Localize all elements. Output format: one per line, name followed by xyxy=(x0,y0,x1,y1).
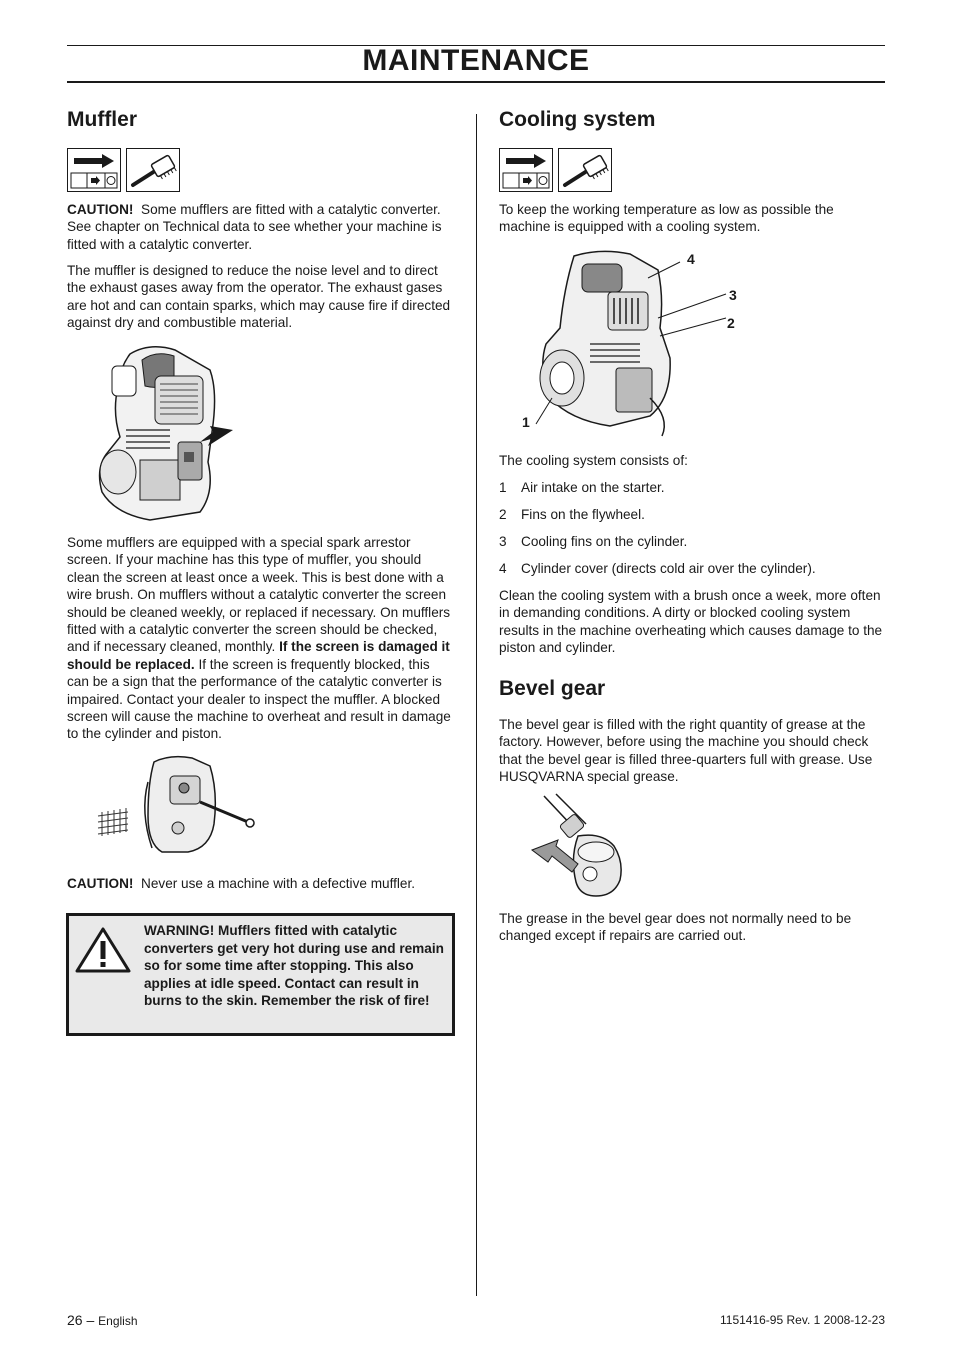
screen-blocked-text: If the screen is frequently blocked, this can be a sign that the performance of the catalytic converter is impaired. Contact your dealer to inspect the muffler. A blocked screen will cause the machine to overheat and result in damage to the cylinder and piston. xyxy=(67,656,451,742)
cooling-consists: The cooling system consists of: xyxy=(499,453,688,468)
warning-text: WARNING! Mufflers fitted with catalytic converters get very hot during use and remain so for some time after stopping. This also applies at idle speed. Contact can result in burns to the skin. Remember the risk of fire! xyxy=(144,923,444,1009)
engine-off-icon xyxy=(67,148,121,192)
muffler-caution-1 xyxy=(67,201,455,253)
list-item-text: Air intake on the starter. xyxy=(521,480,665,495)
callout-4: 4 xyxy=(687,251,695,267)
list-item-text: Fins on the flywheel. xyxy=(521,507,645,522)
callout-1: 1 xyxy=(522,414,530,430)
caution-label: CAUTION! xyxy=(67,202,134,217)
warning-triangle-icon xyxy=(73,925,133,975)
muffler-paragraph-2 xyxy=(67,534,455,743)
engine-off-icon xyxy=(499,148,553,192)
header-bottom-rule xyxy=(67,81,885,83)
bevel-paragraph-1: The bevel gear is filled with the right quantity of grease at the factory. However, before using the machine you should check that the bevel gear is filled three-quarters full with grease. Use HUSQVARNA special grease. xyxy=(499,717,873,785)
column-divider xyxy=(476,114,477,1296)
page-title: MAINTENANCE xyxy=(362,44,590,77)
callout-3: 3 xyxy=(729,287,737,303)
footer-language: English xyxy=(98,1314,138,1328)
caution-text: Never use a machine with a defective muffler. xyxy=(141,876,416,891)
list-item-number: 3 xyxy=(499,534,507,549)
brush-icon xyxy=(558,148,612,192)
bevel-paragraph-2: The grease in the bevel gear does not normally need to be changed except if repairs are carried out. xyxy=(499,911,852,944)
spark-arrestor-text: Some mufflers are equipped with a special spark arrestor screen. If your machine has this type of muffler, you should clean the screen at least once a week. This is best done with a wire brush. On mufflers without a catalytic converter the screen should be cleaned weekly, or replaced if necessary. On mufflers fitted with a catalytic converter the screen should be checked, and if necessary cleaned, monthly. xyxy=(67,535,451,655)
cooling-system-illustration xyxy=(530,248,740,438)
muffler-caution-2 xyxy=(67,875,455,892)
caution-text: Some mufflers are fitted with a catalytic converter. See chapter on Technical data to see whether your machine is fitted with a catalytic converter. xyxy=(67,202,442,252)
engine-muffler-illustration xyxy=(90,342,240,524)
bevel-heading: Bevel gear xyxy=(499,677,606,700)
caution-label: CAUTION! xyxy=(67,876,134,891)
list-item-number: 2 xyxy=(499,507,507,522)
bevel-gear-illustration xyxy=(526,792,630,898)
footer-page xyxy=(67,1312,138,1328)
cooling-heading: Cooling system xyxy=(499,108,656,131)
footer-doc-ref: 1151416-95 Rev. 1 2008-12-23 xyxy=(719,1313,885,1327)
screen-damaged-text: If the screen is damaged it should be replaced. xyxy=(67,639,450,672)
list-item-number: 4 xyxy=(499,561,507,576)
muffler-screen-illustration xyxy=(92,752,260,858)
brush-icon xyxy=(126,148,180,192)
muffler-paragraph-1: The muffler is designed to reduce the noise level and to direct the exhaust gases away from the operator. The exhaust gases are hot and can contain sparks, which may cause fire if directed against dry and combustible material. xyxy=(67,263,451,331)
cooling-intro: To keep the working temperature as low as possible the machine is equipped with a cooling system. xyxy=(499,202,834,235)
list-item-text: Cooling fins on the cylinder. xyxy=(521,534,688,549)
page-number: 26 – xyxy=(67,1312,95,1328)
list-item-text: Cylinder cover (directs cold air over the cylinder). xyxy=(521,561,816,576)
cooling-clean-paragraph: Clean the cooling system with a brush once a week, more often in demanding conditions. A dirty or blocked cooling system results in the machine overheating which causes damage to the piston and cylinder. xyxy=(499,588,883,656)
callout-2: 2 xyxy=(727,315,735,331)
warning-box xyxy=(66,913,455,1036)
list-item-number: 1 xyxy=(499,480,507,495)
muffler-heading: Muffler xyxy=(67,108,137,131)
